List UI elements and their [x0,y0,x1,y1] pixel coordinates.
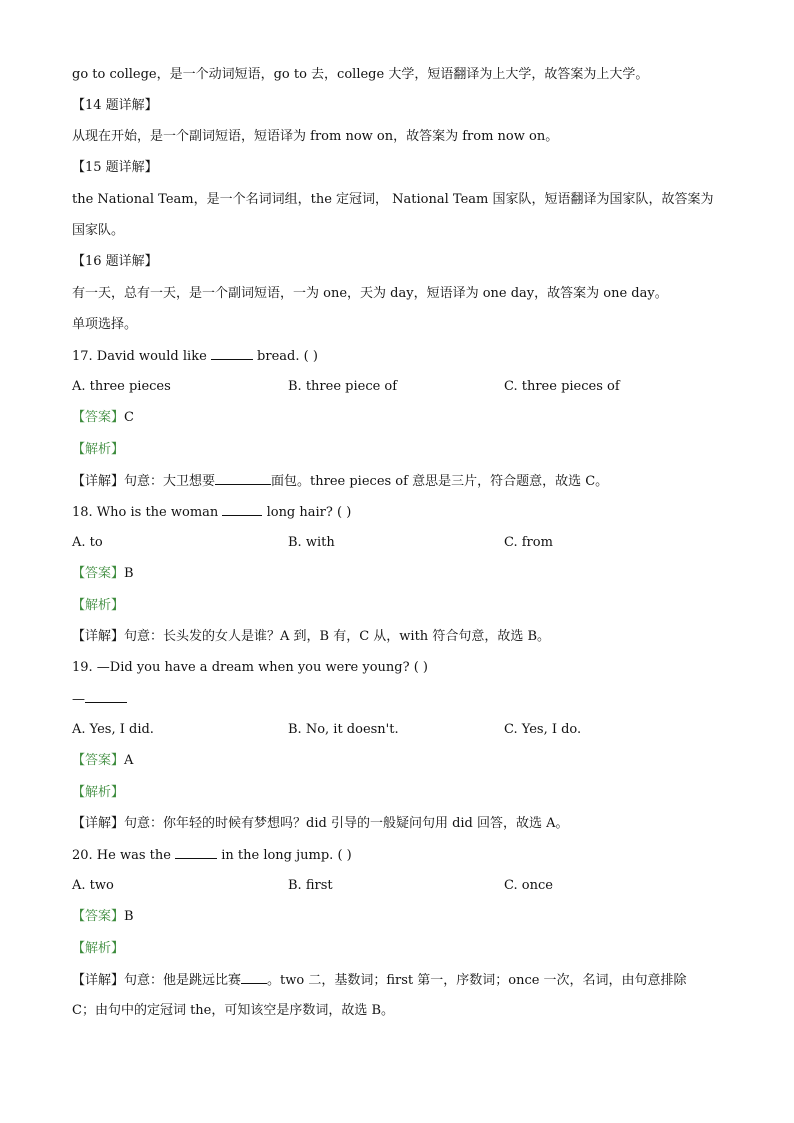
answer-label: 【答案】 [72,753,125,768]
question-18-blank [222,503,262,516]
question-20-option-b: B. first [288,878,333,893]
answer-value: A [124,753,134,768]
detail-label: 【详解】 [72,474,125,489]
explanation-13-line: go to college，是一个动词短语，go to 去，college 大学，短语翻译为上大学，故答案为上大学。 [72,67,649,82]
question-19-option-c: C. Yes, I do. [504,722,582,737]
question-18-option-a: A. to [72,535,103,550]
question-17-analysis-label: 【解析】 [72,442,125,457]
answer-label: 【答案】 [72,410,125,425]
detail-text-end: 面包。three pieces of 意思是三片，符合题意，故选 C。 [271,474,609,489]
answer-value: B [124,566,134,581]
question-19-answer [72,752,722,770]
question-17-option-a: A. three pieces [72,379,171,394]
detail-text-start: 句意：大卫想要 [124,474,216,489]
question-18-option-c: C. from [504,535,553,550]
explanation-14-line: 从现在开始，是一个副词短语，短语译为 from now on，故答案为 from now on。 [72,129,559,144]
question-18-analysis-label: 【解析】 [72,598,125,613]
detail-label: 【详解】 [72,816,125,831]
question-20-blank [175,846,217,859]
question-17-answer [72,409,722,427]
question-17-detail [72,472,722,491]
question-18-stem [72,503,722,522]
detail-label: 【详解】 [72,629,125,644]
question-19-blank [85,690,127,703]
heading-14: 【14 题详解】 [72,98,158,113]
question-20-option-c: C. once [504,878,553,893]
question-17-stem [72,347,722,366]
detail-text: 句意：你年轻的时候有梦想吗？did 引导的一般疑问句用 did 回答，故选 A。 [124,816,569,831]
question-20-stem-end: in the long jump. ( ) [221,848,352,863]
question-19-stem: 19. —Did you have a dream when you were young? ( ) [72,660,428,675]
detail-blank [241,971,267,984]
heading-15: 【15 题详解】 [72,160,158,175]
question-18-option-b: B. with [288,535,335,550]
question-20-detail-line-1 [72,971,722,990]
explanation-15-line-1: the National Team，是一个名词词组，the 定冠词， National Team 国家队，短语翻译为国家队，故答案为 [72,192,714,207]
question-20-analysis-label: 【解析】 [72,941,125,956]
detail-text-end: 。two 二，基数词；first 第一，序数词；once 一次，名词，由句意排除 [267,973,687,988]
question-20-answer [72,908,722,926]
question-17-option-b: B. three piece of [288,379,398,394]
explanation-16-line: 有一天，总有一天，是一个副词短语，一为 one，天为 day，短语译为 one day，故答案为 one day。 [72,286,668,301]
question-17-stem-start: 17. David would like [72,349,207,364]
answer-value: B [124,909,134,924]
question-18-detail [72,628,722,646]
question-17-option-c: C. three pieces of [504,379,620,394]
reply-dash: — [72,692,85,707]
detail-text-start: 句意：他是跳远比赛 [124,973,242,988]
question-17-blank [211,347,253,360]
question-20-option-a: A. two [72,878,114,893]
question-19-detail [72,815,722,833]
answer-label: 【答案】 [72,566,125,581]
heading-16: 【16 题详解】 [72,254,158,269]
question-18-stem-start: 18. Who is the woman [72,505,219,520]
detail-label: 【详解】 [72,973,125,988]
question-20-stem [72,846,722,865]
question-19-option-a: A. Yes, I did. [72,722,154,737]
section-title: 单项选择。 [72,317,138,332]
question-20-detail-line-2: C；由句中的定冠词 the，可知该空是序数词，故选 B。 [72,1003,395,1018]
answer-label: 【答案】 [72,909,125,924]
question-17-stem-end: bread. ( ) [257,349,318,364]
answer-value: C [124,410,134,425]
explanation-15-line-2: 国家队。 [72,223,125,238]
question-19-option-b: B. No, it doesn't. [288,722,399,737]
detail-text: 句意：长头发的女人是谁？A 到，B 有，C 从，with 符合句意，故选 B。 [124,629,551,644]
question-18-stem-end: long hair? ( ) [266,505,352,520]
question-20-stem-start: 20. He was the [72,848,171,863]
question-19-analysis-label: 【解析】 [72,785,125,800]
detail-blank [215,472,271,485]
question-19-reply [72,690,722,709]
question-18-answer [72,565,722,583]
